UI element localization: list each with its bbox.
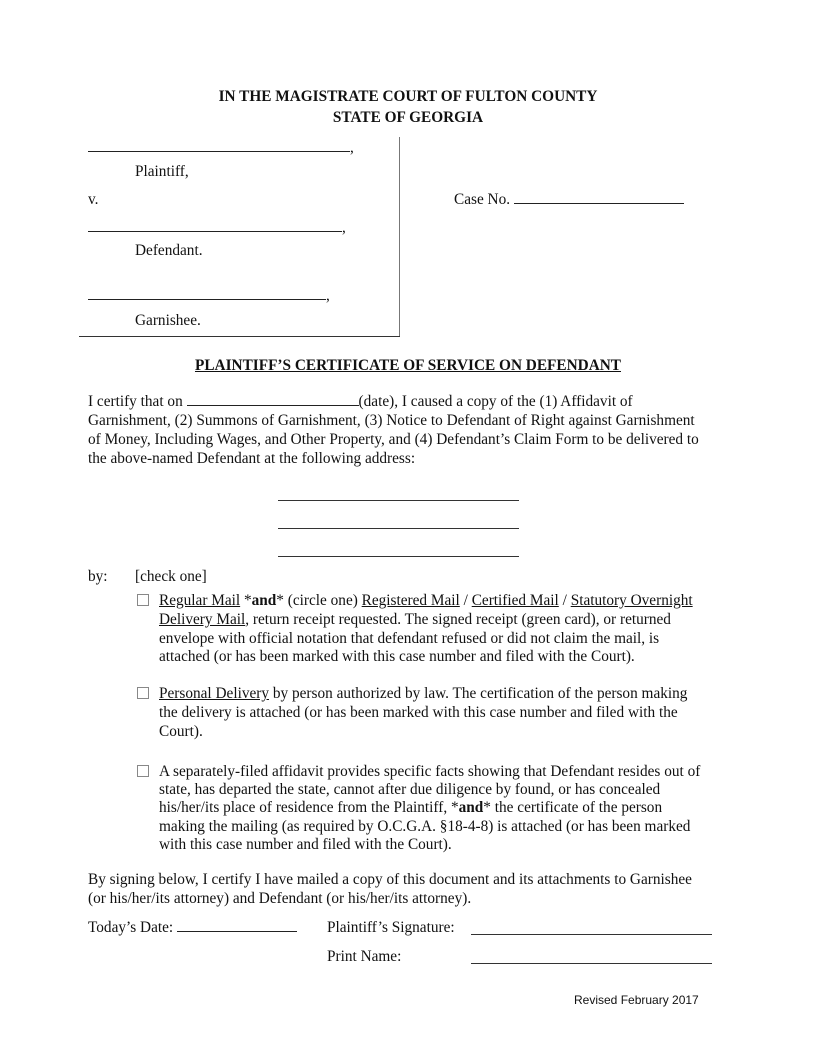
mail-option-line-1: Regular Mail *and* (circle one) Registered Mail / Certified Mail / Statutory Overnight (159, 592, 693, 609)
address-line-3[interactable] (278, 556, 519, 557)
check-one-label: [check one] (135, 568, 207, 585)
personal-option-line-1: Personal Delivery by person authorized by law. The certification of the person making (159, 685, 688, 702)
address-line-2[interactable] (278, 528, 519, 529)
print-name-field[interactable] (471, 963, 712, 964)
service-date-field[interactable] (187, 392, 359, 406)
todays-date: Today’s Date: (88, 918, 297, 937)
signing-line-2: (or his/her/its attorney) and Defendant (or his/her/its attorney). (88, 890, 472, 907)
affidavit-option-line-5: with this case number and filed with the Court). (159, 836, 452, 853)
plaintiff-name-field[interactable]: , (88, 138, 354, 157)
revision-note: Revised February 2017 (574, 993, 699, 1007)
caption-vertical-rule (399, 137, 400, 337)
affidavit-option-line-3: his/her/its place of residence from the Plaintiff, *and* the certificate of the person (159, 799, 663, 816)
case-number (454, 190, 684, 209)
case-no-field[interactable] (514, 190, 684, 204)
affidavit-option-line-4: making the mailing (as required by O.C.G.A. §18-4-8) is attached (or has been marked (159, 818, 691, 835)
versus-label: v. (88, 191, 99, 208)
certify-line-1: I certify that on (date), I caused a copy of the (1) Affidavit of (88, 393, 633, 410)
plaintiff-label: Plaintiff, (135, 163, 189, 180)
personal-delivery-checkbox[interactable] (137, 684, 149, 703)
affidavit-option-line-2: state, has departed the state, cannot after due diligence by found, or has concealed (159, 781, 661, 798)
caption-bottom-rule (79, 336, 400, 337)
plaintiff-signature-field[interactable] (471, 934, 712, 935)
certify-line-4: the above-named Defendant at the following address: (88, 450, 416, 467)
mail-checkbox[interactable] (137, 591, 149, 610)
garnishee-label: Garnishee. (135, 312, 201, 329)
garnishee-name-field[interactable]: , (88, 286, 330, 305)
court-title: IN THE MAGISTRATE COURT OF FULTON COUNTY (218, 88, 598, 105)
certify-line-3: of Money, Including Wages, and Other Property, and (4) Defendant’s Claim Form to be delivered to (88, 431, 699, 448)
case-no-label: Case No. (454, 191, 511, 208)
affidavit-option-line-1: A separately-filed affidavit provides specific facts showing that Defendant resides out of (159, 763, 701, 780)
mail-option-line-3: envelope with official notation that defendant refused or did not claim the mail, is (159, 630, 660, 647)
plaintiff-signature-label: Plaintiff’s Signature: (327, 919, 455, 936)
certify-line-2: Garnishment, (2) Summons of Garnishment, (3) Notice to Defendant of Right against Garnishment (88, 412, 695, 429)
affidavit-checkbox[interactable] (137, 762, 149, 781)
by-label: by: (88, 568, 108, 585)
defendant-label: Defendant. (135, 242, 203, 259)
mail-option-line-2: Delivery Mail, return receipt requested. The signed receipt (green card), or returned (159, 611, 671, 628)
certificate-heading: PLAINTIFF’S CERTIFICATE OF SERVICE ON DEFENDANT (194, 357, 621, 374)
defendant-name-field[interactable]: , (88, 218, 346, 237)
address-line-1[interactable] (278, 500, 519, 501)
personal-option-line-2: the delivery is attached (or has been marked with this case number and filed with the (159, 704, 678, 721)
state-title: STATE OF GEORGIA (332, 109, 484, 126)
print-name-label: Print Name: (327, 948, 402, 965)
signing-line-1: By signing below, I certify I have mailed a copy of this document and its attachments to Garnishee (88, 871, 692, 888)
mail-option-line-4: attached (or has been marked with this case number and filed with the Court). (159, 648, 635, 665)
personal-option-line-3: Court). (159, 723, 203, 740)
todays-date-field[interactable] (177, 918, 297, 932)
